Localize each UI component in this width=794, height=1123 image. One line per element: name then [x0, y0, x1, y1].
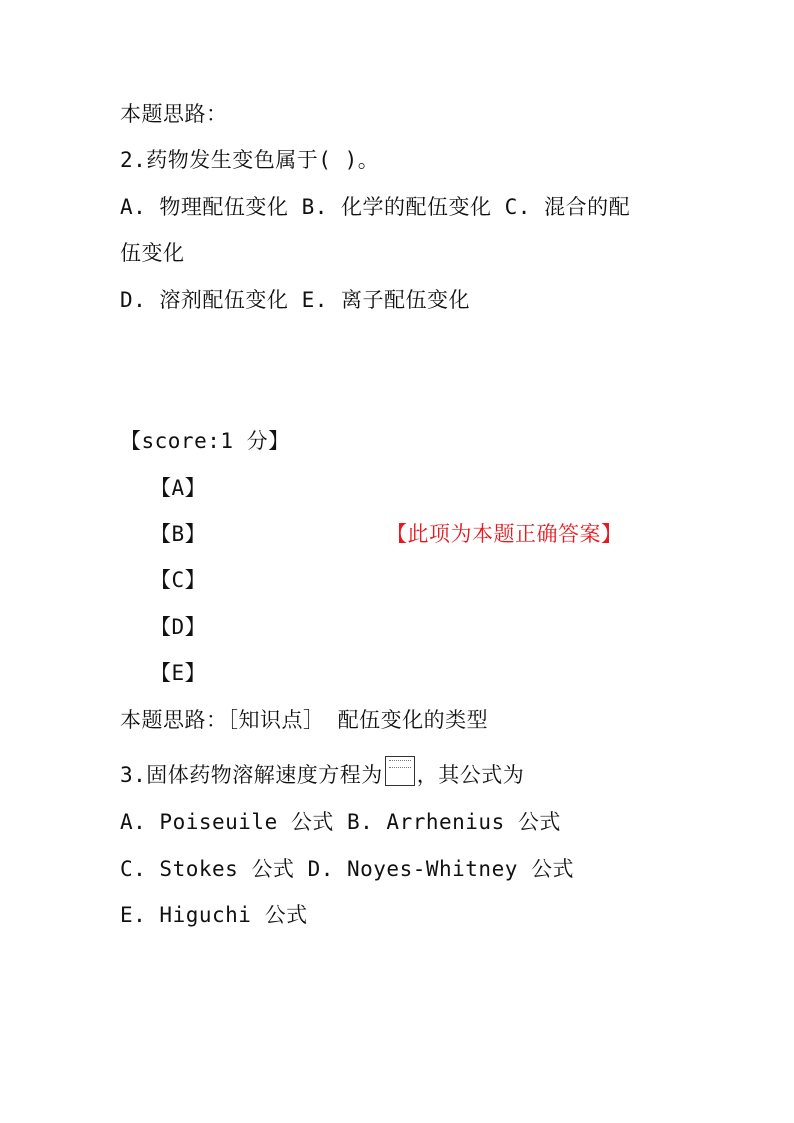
correct-answer-note: 【此项为本题正确答案】: [386, 522, 623, 546]
answer-c: 【C】: [150, 568, 207, 592]
question-3-options-line-1: A. Poiseuile 公式 B. Arrhenius 公式: [120, 810, 561, 834]
question-2-stem: 2.药物发生变色属于( )。: [120, 148, 380, 172]
question-3-stem: [120, 756, 524, 788]
answer-a: 【A】: [150, 476, 207, 500]
question-2-hint: 本题思路：［知识点］ 配伍变化的类型: [120, 708, 489, 732]
question-3-options-line-2: C. Stokes 公式 D. Noyes-Whitney 公式: [120, 857, 575, 881]
answer-d: 【D】: [150, 615, 207, 639]
score-label: 【score:1 分】: [120, 429, 290, 453]
question-3-stem-before: 3.固体药物溶解速度方程为: [120, 763, 383, 787]
question-2-options-line-2: 伍变化: [120, 241, 185, 265]
answer-e: 【E】: [150, 661, 207, 685]
question-2-options-line-1: A. 物理配伍变化 B. 化学的配伍变化 C. 混合的配: [120, 195, 631, 219]
question-3-options-line-3: E. Higuchi 公式: [120, 903, 308, 927]
answer-b-row: [150, 521, 623, 547]
question-3-stem-after: ，其公式为: [416, 763, 525, 787]
answer-b: 【B】: [150, 522, 207, 546]
formula-image: [385, 756, 415, 786]
hint-label: 本题思路：: [120, 102, 228, 126]
question-2-options-line-3: D. 溶剂配伍变化 E. 离子配伍变化: [120, 288, 471, 312]
